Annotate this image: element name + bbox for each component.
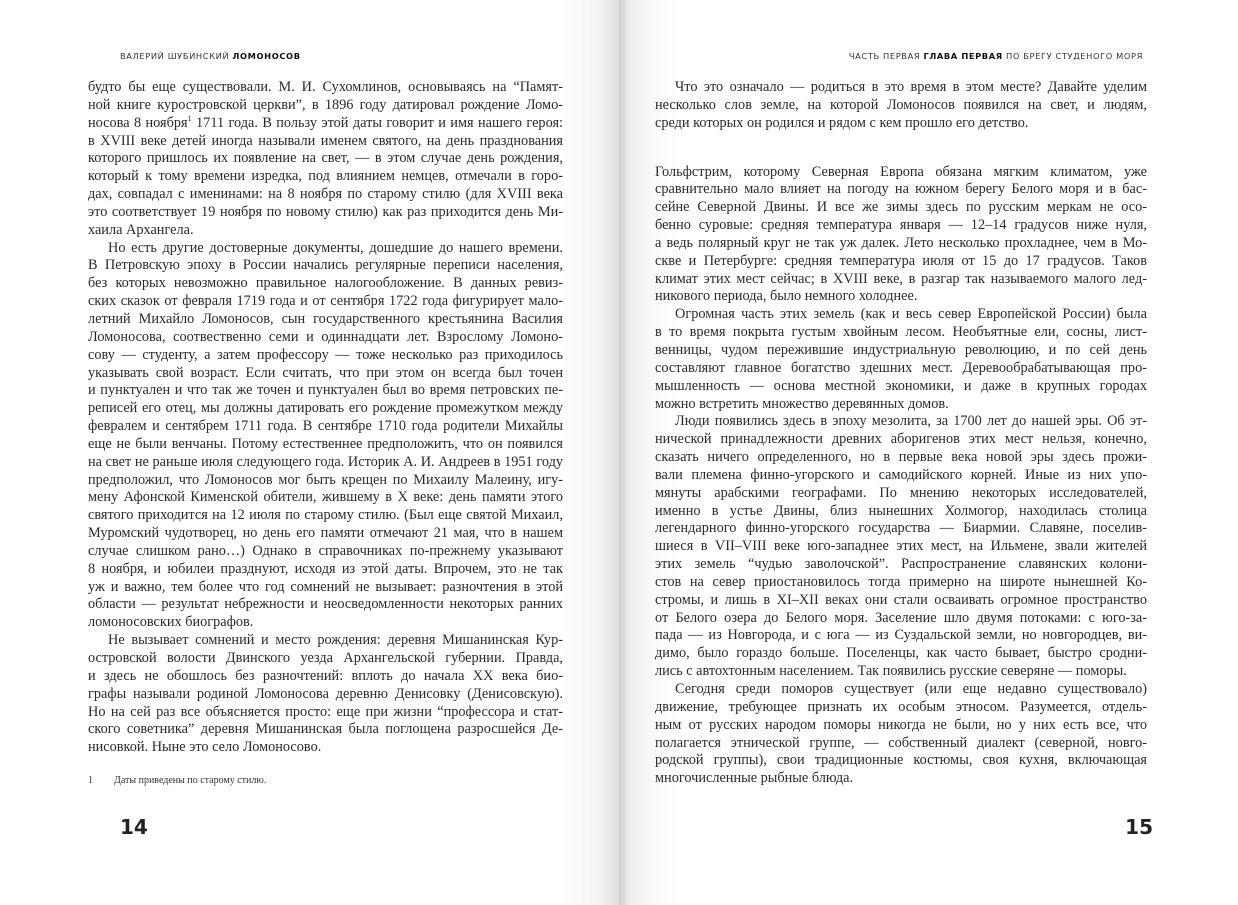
text-line: стромы, и лишь в XI–XII веках они стали осваивать огромное пространство <box>655 591 1147 608</box>
text-line: Люди появились здесь в эпоху мезолита, за 1700 лет до нашей эры. Об эт- <box>675 413 1147 430</box>
left-text-column <box>88 79 563 757</box>
text-line: ских сказок от февраля 1719 года и от сентября 1722 года фигурирует мало- <box>88 293 563 310</box>
book-title: ЛОМОНОСОВ <box>232 51 301 61</box>
text-line: В Петровскую эпоху в России начались регулярные переписи населения, <box>88 257 563 274</box>
text-line: вали племена финно-угорского и самодийского корней. Иные из них упо- <box>655 466 1147 483</box>
running-head-left <box>120 51 301 61</box>
text-line: сейне Северной Двины. И все же зимы здесь по русским меркам не осо- <box>655 199 1147 216</box>
text-line: составляют главное богатство здешних мест. Деревообрабатывающая про- <box>655 359 1147 376</box>
text-line: нисовкой. Ныне это село Ломоносово. <box>88 739 322 756</box>
running-head-right <box>849 51 1143 61</box>
text-line: ным от русских народом поморы никогда не были, но у них есть все, что <box>655 716 1147 733</box>
text-line: родской группы), свои традиционные костюмы, своя кухня, включающая <box>655 752 1147 769</box>
text-line: это соответствует 19 ноября по новому стилю) как раз приходится день Ми- <box>88 203 563 220</box>
text-line: и пунктуален и что так же точен и пунктуален был во время петровских пе- <box>88 382 563 399</box>
text-line: никового периода, было немного холоднее. <box>655 288 918 305</box>
text-line: мену Афонской Кименской обители, жившему в X веке: день памяти этого <box>88 489 563 506</box>
text-line: венницы, чудом пережившие индустриальную революцию, и по сей день <box>655 341 1147 358</box>
text-line: Но на сей раз все объясняется просто: еще при жизни “профессора и стат- <box>88 703 563 720</box>
text-line: среди которых он родился и рядом с кем прошло его детство. <box>655 114 1029 131</box>
text-line: можно встретить множество деревянных домов. <box>655 395 949 412</box>
text-line: уж и важно, тем более что год сомнений не вызывает: разночтения в этой <box>88 578 563 595</box>
text-line: которого пришлось их появление на свет, — в этом случае день рождения, <box>88 150 563 167</box>
text-line: сову — студенту, а затем профессору — тоже несколько раз приходилось <box>88 346 563 363</box>
text-line: носова 8 ноября$^1$ 1711 года. В пользу этой даты говорит и имя нашего героя: <box>88 113 563 131</box>
text-line: димо, было гораздо больше. Поселенцы, как часто бывает, быстро сродни- <box>655 645 1147 662</box>
text-line: указывать свой возраст. Если считать, что при этом он всегда был точен <box>88 364 563 381</box>
text-line: мянуты арабскими географами. По мнению некоторых исследователей, <box>655 484 1147 501</box>
text-line: еще не были венчаны. Потому естественнее предположить, что он появился <box>88 435 563 452</box>
text-line: стов на север приостановилось тогда примерно на широте нынешней Ко- <box>655 573 1147 590</box>
paragraph <box>655 306 1147 413</box>
paragraph <box>655 164 1147 307</box>
text-line: 8 ноября, и юбилеи празднуют, исходя из этой даты. Впрочем, это не так <box>88 560 563 577</box>
text-line: дах, совпадал с именинами: на 8 ноября по старому стилю (для XVIII века <box>88 186 563 203</box>
text-line: ломоносовских биографов. <box>88 614 254 631</box>
text-line: хаила Архангела. <box>88 221 194 238</box>
text-line: климат этих мест сейчас; в XVIII веке, в разгар так называемого малого лед- <box>655 270 1147 287</box>
author-name: ВАЛЕРИЙ ШУБИНСКИЙ <box>120 51 230 61</box>
footnote-text: Даты приведены по старому стилю. <box>114 775 267 786</box>
text-line: святого приходится на 12 июля по старому стилю. (Был еще святой Михаил, <box>88 507 563 524</box>
text-line: предположил, что Ломоносов мог быть крещен по Михаилу Малеину, игу- <box>88 471 563 488</box>
paragraph <box>655 413 1147 681</box>
text-line: а ведь полярный круг не так уж далек. Лето несколько прохладнее, чем в Мо- <box>655 234 1147 251</box>
paragraph <box>88 240 563 633</box>
text-line: области — результат небрежности и неосведомленности некоторых ранних <box>88 596 563 613</box>
text-line: этих земель “чудью заволочской”. Распространение славянских колони- <box>655 556 1147 573</box>
text-line: островской волости Двинского уезда Архангельской губернии. Правда, <box>88 650 563 666</box>
text-line: Огромная часть этих земель (как и весь север Европейской России) была <box>675 306 1147 323</box>
text-line: нической принадлежности древних аборигенов этих мест нельзя, конечно, <box>655 431 1147 448</box>
text-line: в XVIII веке детей иногда называли именем святого, на день празднования <box>88 132 563 149</box>
footnote-number: 1 <box>88 775 93 786</box>
text-line: несколько слов земле, на которой Ломоносов появился на свет, и людям, <box>655 96 1147 113</box>
footnote-ref: 1 <box>187 113 192 123</box>
text-line: Сегодня среди поморов существует (или еще недавно существовало) <box>675 681 1147 697</box>
text-line: скве и Петербурге: средняя температура июля от 15 до 17 градусов. Таков <box>655 252 1147 269</box>
text-line: без которых невозможно правильное налогообложение. В данных ревиз- <box>88 275 563 292</box>
page-number-left: 14 <box>120 815 148 839</box>
text-line: шиеся в VII–VIII веке юго-западнее этих мест, на Ильмене, звали жителей <box>655 538 1147 555</box>
text-line: в то время покрыта густым хвойным лесом. Необъятные ели, сосны, лист- <box>655 324 1147 341</box>
text-line: движение, требующее признать их особым этносом. Разумеется, отдель- <box>655 698 1147 715</box>
text-line: сравнительно мало влияет на погоду на южном берегу Белого моря и в бас- <box>655 181 1147 198</box>
text-line: который к тому времени изредка, под влиянием немцев, отмечали в горо- <box>88 168 563 185</box>
paragraph <box>655 79 1147 133</box>
text-line: будто бы еще существовали. М. И. Сухомлинов, основываясь на “Памят- <box>88 79 563 95</box>
text-line: полагается этнической группе, — собственный диалект (северной, новго- <box>655 734 1147 751</box>
text-line: мышленность — основа местной экономики, и даже в крупных городах <box>655 377 1147 394</box>
paragraph <box>88 79 563 240</box>
text-line: пада — из Новгорода, и с юга — из Суздальской земли, но новгородцев, ви- <box>655 627 1147 644</box>
text-line: многочисленные рыбные блюда. <box>655 770 854 787</box>
text-line: Не вызывает сомнений и место рождения: деревня Мишанинская Кур- <box>108 632 563 649</box>
part-label: ЧАСТЬ ПЕРВАЯ <box>848 51 921 61</box>
text-line: графы называли родиной Ломоносова деревню Денисовку (Денисовскую). <box>88 685 563 702</box>
section-gap <box>655 133 1147 164</box>
text-line: Муромский чудотворец, но день его памяти отмечают 21 мая, что в нашем <box>88 525 563 542</box>
paragraph <box>655 681 1147 788</box>
text-line: и здесь не обошлось без разночтений: вплоть до начала XX века био- <box>88 667 563 684</box>
text-line: на свет не раньше июля следующего года. Историк А. И. Андреев в 1951 году <box>88 453 563 470</box>
text-line: от Белого озера до Белого моря. Заселение шло двумя потоками: с юго-за- <box>655 609 1147 626</box>
footnote <box>88 775 266 786</box>
text-line: ского советника” деревня Мишанинская была поглощена разросшейся Де- <box>88 721 563 738</box>
text-line: сказать ничего определенного, но в первые века новой эры здесь прожи- <box>655 449 1147 466</box>
paragraph <box>88 632 563 757</box>
text-line: бенно суровые: средняя температура января — 12–14 градусов ниже нуля, <box>655 217 1147 234</box>
text-line: Что это означало — родиться в это время в этом месте? Давайте уделим <box>675 79 1147 95</box>
chapter-label: ГЛАВА ПЕРВАЯ <box>923 51 1003 61</box>
chapter-title: ПО БРЕГУ СТУДЕНОГО МОРЯ <box>1006 51 1143 61</box>
text-line: Но есть другие достоверные документы, дошедшие до нашего времени. <box>108 239 563 256</box>
text-line: Гольфстрим, которому Северная Европа обязана мягким климатом, уже <box>655 163 1147 180</box>
right-text-column <box>655 79 1147 788</box>
text-line: легендарного финно-угорского государства — Биармии. Славяне, поселив- <box>655 520 1147 537</box>
right-page <box>619 0 1238 905</box>
text-line: лись с автохтонным населением. Так появились русские северяне — поморы. <box>655 663 1127 680</box>
text-line: ной книге куростровской церкви”, в 1896 году датировал рождение Ломо- <box>88 96 563 113</box>
text-line: именно в устье Двины, близ нынешних Холмогор, находилась столица <box>655 502 1147 519</box>
text-line: летний Михайло Ломоносов, сын государственного крестьянина Василия <box>88 310 563 327</box>
page-number-right: 15 <box>1125 815 1153 839</box>
text-line: февралем и сентябрем 1711 года. В сентябре 1710 года родители Михайлы <box>88 418 563 435</box>
text-line: Ломоносова, соотвественно семи и одиннадцати лет. Взрослому Ломоно- <box>88 328 563 345</box>
text-line: реписей его отец, мы должны датировать его рождение промежутком между <box>88 400 563 417</box>
text-line: случае слишком рано…) Однако в справочниках по-прежнему указывают <box>88 542 563 559</box>
